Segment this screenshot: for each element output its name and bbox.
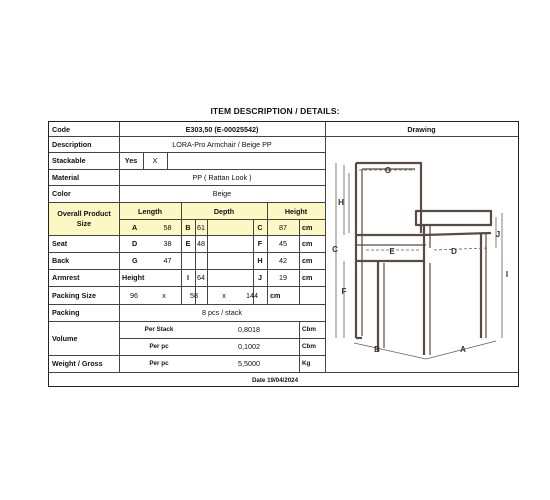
- volume-per-stack-label: Per Stack: [144, 326, 174, 333]
- description-label: Description: [52, 139, 92, 149]
- armrest-unit: cm: [302, 273, 313, 282]
- drawing-letter-h: H: [338, 198, 344, 207]
- chair-drawing: [326, 133, 519, 371]
- seat-value-2: 48: [197, 239, 205, 248]
- back-label: Back: [52, 256, 70, 265]
- packing-size-value-2: 58: [190, 290, 198, 300]
- page-title: ITEM DESCRIPTION / DETAILS:: [210, 106, 340, 116]
- seat-label: Seat: [52, 239, 68, 248]
- weight-value: 5,5000: [238, 359, 260, 368]
- seat-value-3: 45: [279, 239, 287, 248]
- height-value: 87: [279, 222, 287, 232]
- volume-per-stack-value: 0,8018: [238, 325, 260, 334]
- overall-size-label-line2: Size: [76, 219, 92, 228]
- packing-size-value-1: 96: [130, 290, 138, 300]
- armrest-letter-3: J: [258, 273, 262, 282]
- overall-size-label-line1: Overall Product: [57, 209, 111, 218]
- packing-size-unit: cm: [270, 290, 281, 300]
- seat-letter-2: E: [185, 239, 191, 248]
- drawing-letter-b: B: [374, 345, 380, 354]
- packing-size-x-1: x: [162, 290, 166, 300]
- drawing-letter-f: F: [341, 287, 347, 296]
- weight-unit: Kg: [302, 360, 311, 367]
- drawing-letter-j: J: [495, 230, 501, 239]
- stackable-value: Yes: [124, 156, 138, 165]
- overall-size-label: [49, 203, 119, 235]
- material-value: PP ( Rattan Look ): [192, 172, 252, 182]
- drawing-letter-g: G: [384, 166, 392, 175]
- packing-size-label: Packing Size: [52, 290, 96, 300]
- description-value: LORA-Pro Armchair / Beige PP: [172, 139, 272, 149]
- volume-per-pc-unit: Cbm: [302, 343, 316, 350]
- back-letter-1: G: [132, 256, 138, 265]
- packing-size-x-2: x: [222, 290, 226, 300]
- length-value: 58: [163, 222, 172, 232]
- seat-letter-1: D: [132, 239, 138, 248]
- armrest-label: Armrest: [52, 273, 80, 282]
- depth-header: Depth: [213, 206, 235, 216]
- armrest-value-2: 64: [197, 273, 205, 282]
- overall-unit: cm: [302, 222, 313, 232]
- weight-per-pc-label: Per pc: [149, 360, 169, 367]
- depth-letter: B: [185, 222, 191, 232]
- seat-unit: cm: [302, 239, 313, 248]
- height-letter: C: [257, 222, 263, 232]
- color-label: Color: [52, 189, 71, 198]
- length-header: Length: [138, 206, 162, 216]
- drawing-header: Drawing: [407, 124, 436, 134]
- back-value-3: 42: [279, 256, 287, 265]
- armrest-height-label: Height: [122, 273, 145, 282]
- back-unit: cm: [302, 256, 313, 265]
- packing-label: Packing: [52, 308, 80, 317]
- drawing-letter-i: I: [505, 270, 509, 279]
- packing-value: 8 pcs / stack: [202, 308, 242, 317]
- material-label: Material: [52, 172, 80, 182]
- stackable-mark: X: [152, 156, 158, 165]
- packing-size-value-3: 144: [246, 290, 258, 300]
- armrest-letter-2: I: [187, 273, 189, 282]
- depth-value: 61: [197, 222, 205, 232]
- drawing-letter-c: C: [332, 245, 338, 254]
- volume-per-pc-value: 0,1002: [238, 342, 260, 351]
- date-text: Date 19/04/2024: [251, 377, 299, 384]
- volume-per-pc-label: Per pc: [149, 343, 169, 350]
- color-value: Beige: [212, 189, 232, 198]
- stackable-label: Stackable: [52, 156, 86, 165]
- height-header: Height: [284, 206, 308, 216]
- seat-value-1: 38: [163, 239, 172, 248]
- volume-per-stack-unit: Cbm: [302, 326, 316, 333]
- drawing-letter-a: A: [460, 345, 466, 354]
- seat-letter-3: F: [257, 239, 263, 248]
- back-letter-3: H: [257, 256, 263, 265]
- length-letter: A: [132, 222, 138, 232]
- weight-label: Weight / Gross: [52, 359, 103, 368]
- volume-label: Volume: [52, 333, 78, 343]
- drawing-letter-e: E: [389, 247, 395, 256]
- armrest-value-3: 19: [279, 273, 287, 282]
- drawing-letter-d: D: [451, 247, 457, 256]
- code-label: Code: [52, 124, 70, 134]
- code-value: E303,50 (E-00025542): [185, 124, 259, 134]
- back-value-1: 47: [163, 256, 172, 265]
